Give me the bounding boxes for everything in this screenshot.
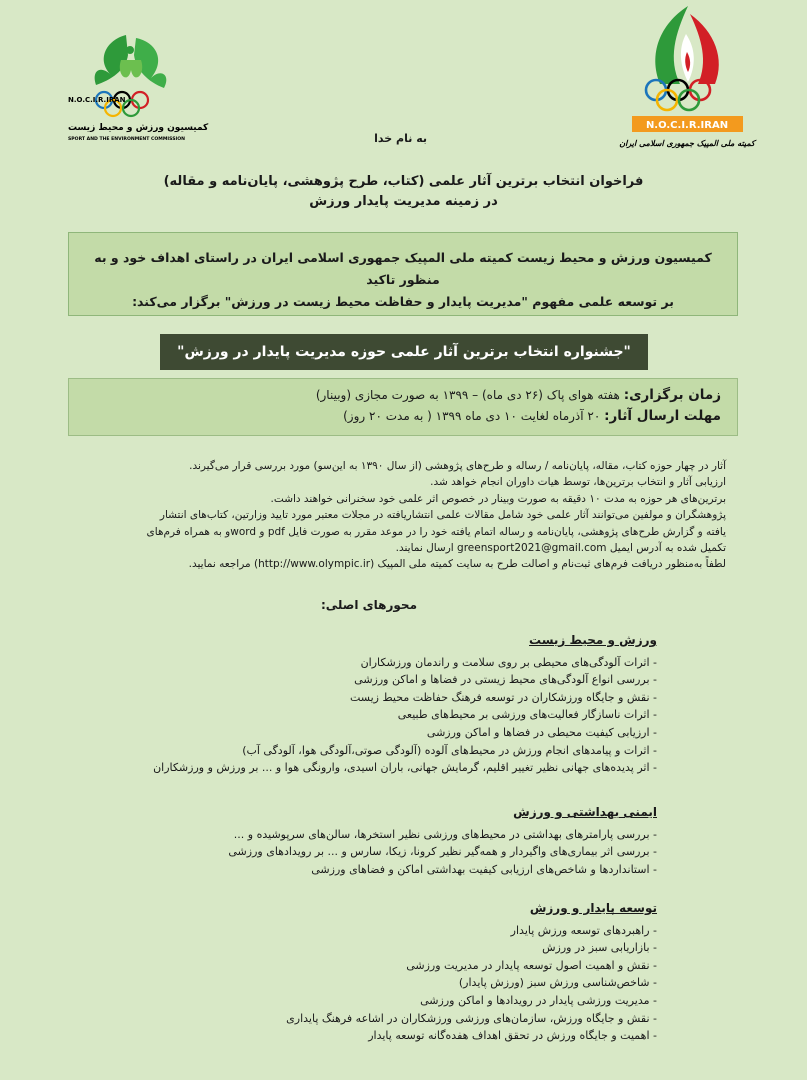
list-item: - بازاریابی سبز در ورزش [542,941,657,955]
schedule-deadline-value: ۲۰ آذرماه لغایت ۱۰ دی ماه ۱۳۹۹ ( به مدت ۲۰ روز) [343,409,601,423]
left-logo-caption-en: N.O.C.I.R.IRAN [68,96,126,104]
list-item: - نقش و جایگاه ورزشکاران در توسعه فرهنگ حفاظت محیط زیست [349,690,657,704]
section-health-safety [57,804,657,878]
main-axes-title: محورهای اصلی: [320,598,417,612]
body-paragraph: پژوهشگران و مولفین می‌توانند آثار علمی خود شامل مقالات علمی انتشاریافته در مجلات معتبر مورد تایید وزارتین، کتاب‌های انتشار [159,509,726,522]
leaf-emblem-icon [95,35,167,88]
noc-iran-logo [619,4,755,154]
list-item: - نقش و جایگاه ورزش، سازمان‌های ورزشی ورزشکاران در اشاعه فرهنگ پایداری [286,1011,657,1025]
schedule-box [68,378,738,436]
page-title: فراخوان انتخاب برترین آثار علمی (کتاب، طرح پژوهشی، پایان‌نامه و مقاله) [163,174,644,189]
schedule-time-label: زمان برگزاری: [623,387,721,403]
list-item: - بررسی اثر بیماری‌های واگیردار و همه‌گیر نظیر کرونا، زیکا، سارس و ... بر رویدادهای ورزشی [228,845,657,859]
left-logo-caption-fa: کمیسیون ورزش و محیط زیست [68,123,209,133]
section-title: ورزش و محیط زیست [529,633,657,647]
list-item: - اثر پدیده‌های جهانی نظیر تغییر اقلیم، گرمایش جهانی، باران اسیدی، وارونگی هوا و ... بر ورزش و ورزشکاران [153,761,657,775]
section-sport-environment [57,632,657,777]
list-item: - مدیریت ورزشی پایدار در رویدادها و اماکن ورزشی [420,993,657,1007]
right-logo-caption-fa: کمیته ملی المپیک جمهوری اسلامی ایران [619,139,755,148]
list-item: - اثرات ناسازگار فعالیت‌های ورزشی بر محیط‌های طبیعی [397,708,657,722]
intro-line-1: کمیسیون ورزش و محیط زیست کمیته ملی المپیک جمهوری اسلامی ایران در راستای اهداف خود و به منظور تاکید [94,250,712,287]
basmala: به نام خدا [374,132,427,145]
section-sustainable-development [57,900,657,1045]
section-title: ایمنی بهداشتی و ورزش [513,805,657,819]
list-item: - اهمیت و جایگاه ورزش در تحقق اهداف هفده‌گانه توسعه پایدار [368,1029,657,1043]
list-item: - نقش و اهمیت اصول توسعه پایدار در مدیریت ورزشی [406,958,657,972]
body-paragraph: یافته و گزارش طرح‌های پژوهشی، پایان‌نامه و رساله اتمام یافته خود را در موعد مقرر به صورت فایل pdf و wordو به همراه فرم‌های [146,525,726,538]
list-item: - اثرات و پیامدهای انجام ورزش در محیط‌های آلوده (آلودگی صوتی،آلودگی هوا، آلودگی آب) [242,743,657,757]
page-subtitle: در زمینه مدیریت پایدار ورزش [309,194,498,209]
schedule-time [85,385,721,406]
body-paragraph: تکمیل شده به آدرس ایمیل greensport2021@gmail.com ارسال نمایند. [395,542,726,555]
intro-box [68,232,738,316]
body-text [96,458,726,573]
commission-logo [66,30,209,150]
schedule-deadline [85,406,721,427]
list-item: - شاخص‌شناسی ورزش سبز (ورزش پایدار) [458,976,657,990]
intro-line-2: بر توسعه علمی مفهوم "مدیریت پایدار و حفاظت محیط زیست در ورزش" برگزار می‌کند: [132,294,674,309]
body-paragraph: ارزیابی آثار و انتخاب برترین‌ها، توسط هیات داوران انجام خواهد شد. [430,476,726,489]
body-paragraph: برترین‌های هر حوزه به مدت ۱۰ دقیقه به صورت وبینار در خصوص اثر علمی خود سخنرانی خواهند داشت. [270,492,726,505]
schedule-time-value: هفته هوای پاک (۲۶ دی ماه) – ۱۳۹۹ به صورت مجازی (وبینار) [315,388,620,402]
list-item: - استانداردها و شاخص‌های ارزیابی کیفیت بهداشتی اماکن و فضاهای ورزشی [311,862,657,876]
list-item: - بررسی انواع آلودگی‌های محیط زیستی در فضاها و اماکن ورزشی [354,673,657,687]
right-logo-caption-en: N.O.C.I.R.IRAN [645,120,729,131]
festival-title-banner: "جشنواره انتخاب برترین آثار علمی حوزه مدیریت پایدار در ورزش" [160,334,648,370]
left-logo-caption-sub: SPORT AND THE ENVIRONMENT COMMISSION [68,137,185,142]
list-item: - بررسی پارامترهای بهداشتی در محیط‌های ورزشی نظیر استخرها، سالن‌های سرپوشیده و ... [233,827,657,841]
list-item: - ارزیابی کیفیت محیطی در فضاها و اماکن ورزشی [426,725,657,739]
flame-emblem-icon [655,6,718,84]
body-paragraph: آثار در چهار حوزه کتاب، مقاله، پایان‌نامه / رساله و طرح‌های پژوهشی (از سال ۱۳۹۰ به این‌سو) مورد بررسی قرار می‌گیرند. [189,460,726,472]
list-item: - راهبردهای توسعه ورزش پایدار [510,923,657,937]
olympic-rings-icon [646,80,710,110]
section-title: توسعه پایدار و ورزش [529,901,657,915]
schedule-deadline-label: مهلت ارسال آثار: [604,408,721,424]
list-item: - اثرات آلودگی‌های محیطی بر روی سلامت و راندمان ورزشکاران [360,655,657,669]
body-paragraph: لطفاً به‌منظور دریافت فرم‌های ثبت‌نام و اصالت طرح به سایت کمیته ملی المپیک (http://www.olympic.ir) مراجعه نمایید. [188,558,726,571]
